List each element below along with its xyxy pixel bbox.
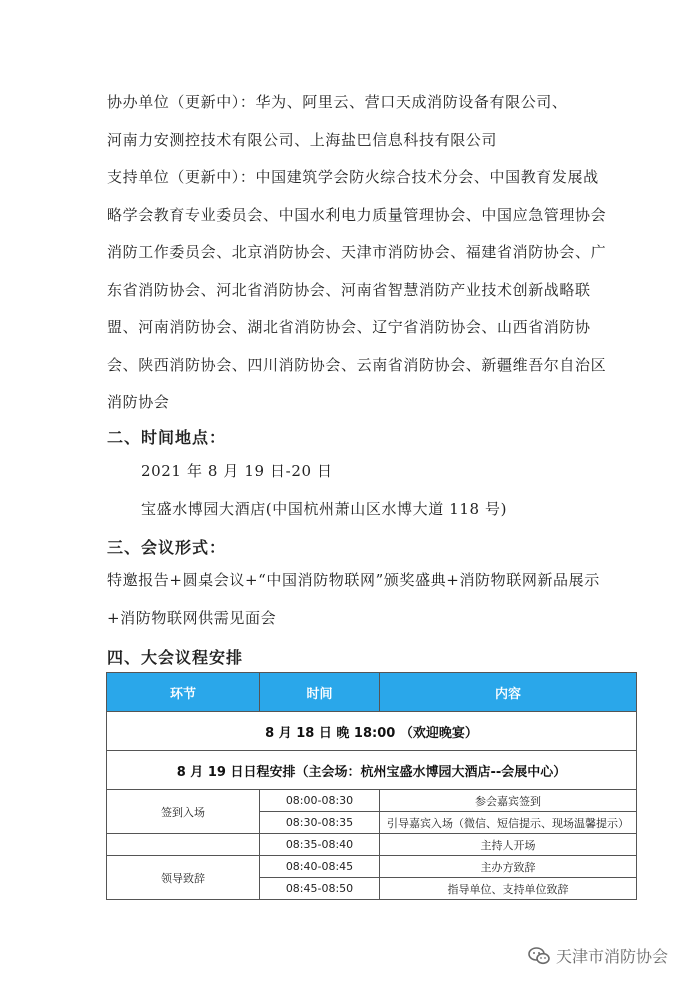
time-cell: 08:00-08:30 bbox=[260, 790, 380, 812]
wechat-watermark bbox=[528, 944, 668, 967]
table-row bbox=[107, 790, 637, 812]
empty-session-cell bbox=[107, 834, 260, 856]
section-3-heading: 三、会议形式： bbox=[107, 538, 227, 557]
content-cell: 引导嘉宾入场（微信、短信提示、现场温馨提示） bbox=[380, 812, 637, 834]
supporters-paragraph: 支持单位（更新中）：中国建筑学会防火综合技术分会、中国教育发展战略学会教育专业委员会、中国水利电力质量管理协会、中国应急管理协会消防工作委员会、北京消防协会、天津市消防协会、福建省消防协会、广东省消防协会、河北省消防协会、河南省智慧消防产业技术创新战略联盟、河南消防协会、湖北省消防协会、辽宁省消防协会、山西省消防协会、陕西消防协会、四川消防协会、云南省消防协会、新疆维吾尔自治区消防协会 bbox=[107, 168, 607, 411]
time-cell: 08:30-08:35 bbox=[260, 812, 380, 834]
content-cell: 主持人开场 bbox=[380, 834, 637, 856]
content-cell: 参会嘉宾签到 bbox=[380, 790, 637, 812]
content-cell: 指导单位、支持单位致辞 bbox=[380, 878, 637, 900]
welcome-dinner-row: 8 月 18 日 晚 18:00 （欢迎晚宴） bbox=[107, 712, 637, 751]
co-organizers-line-2: 河南力安测控技术有限公司、上海盐巴信息科技有限公司 bbox=[107, 130, 498, 149]
wechat-icon bbox=[528, 947, 550, 965]
co-organizers-line-1: 协办单位（更新中）：华为、阿里云、营口天成消防设备有限公司、 bbox=[107, 93, 568, 111]
table-row bbox=[107, 751, 637, 790]
time-cell: 08:35-08:40 bbox=[260, 834, 380, 856]
table-row bbox=[107, 712, 637, 751]
table-row bbox=[107, 856, 637, 878]
content-cell: 主办方致辞 bbox=[380, 856, 637, 878]
leaders-session-cell: 领导致辞 bbox=[107, 856, 260, 900]
time-cell: 08:45-08:50 bbox=[260, 878, 380, 900]
agenda-header-row bbox=[107, 673, 637, 712]
section-4-heading: 四、大会议程安排 bbox=[107, 648, 244, 667]
agenda-table bbox=[106, 672, 637, 900]
event-date: 2021 年 8 月 19 日-20 日 bbox=[141, 462, 333, 480]
section-2-heading: 二、时间地点： bbox=[107, 428, 227, 447]
watermark-text: 天津市消防协会 bbox=[556, 947, 669, 966]
conference-format-paragraph: 特邀报告+圆桌会议+“中国消防物联网”颁奖盛典+消防物联网新品展示+消防物联网供需见面会 bbox=[107, 571, 600, 627]
co-organizers-paragraph bbox=[107, 84, 607, 159]
signin-session-cell: 签到入场 bbox=[107, 790, 260, 834]
header-session: 环节 bbox=[107, 673, 260, 712]
header-content: 内容 bbox=[380, 673, 637, 712]
day19-schedule-row: 8 月 19 日日程安排（主会场：杭州宝盛水博园大酒店--会展中心） bbox=[107, 751, 637, 790]
time-cell: 08:40-08:45 bbox=[260, 856, 380, 878]
table-row bbox=[107, 834, 637, 856]
header-time: 时间 bbox=[260, 673, 380, 712]
event-venue: 宝盛水博园大酒店(中国杭州萧山区水博大道 118 号) bbox=[141, 500, 508, 518]
